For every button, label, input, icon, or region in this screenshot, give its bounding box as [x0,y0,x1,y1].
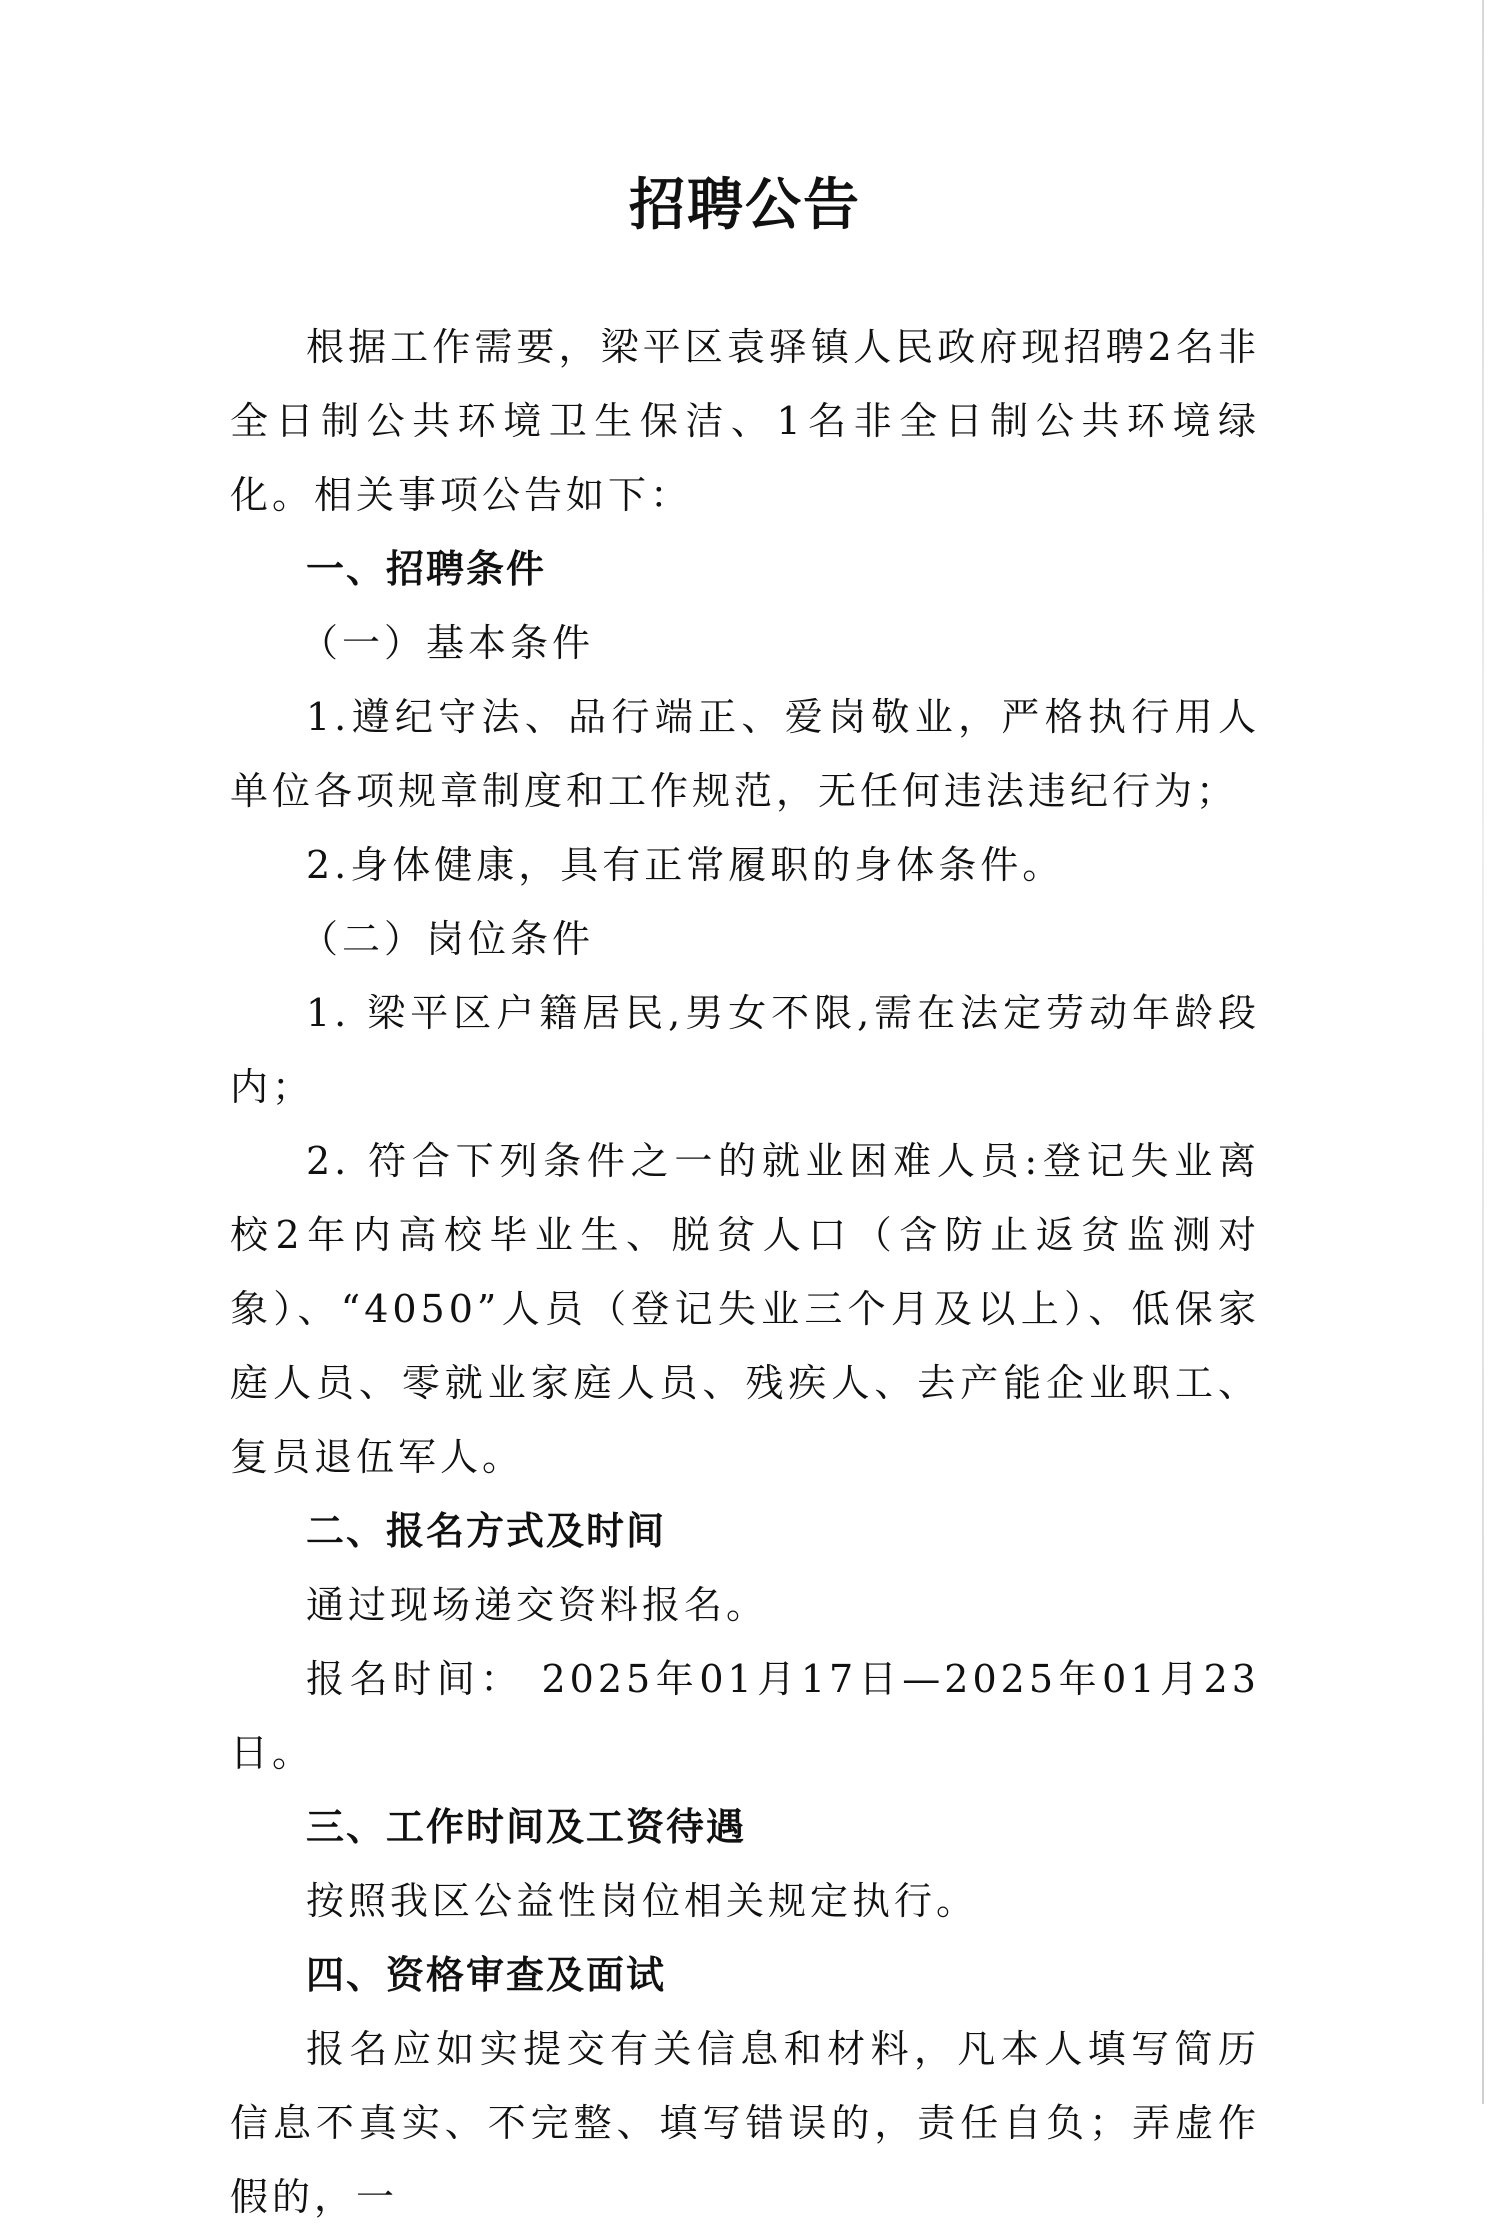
section-heading-recruitment-conditions: 一、招聘条件 [306,547,547,591]
subsection-basic-conditions: （一）基本条件 [300,621,595,665]
section-heading-review-interview: 四、资格审查及面试 [306,1953,667,1997]
subsection-position-conditions: （二）岗位条件 [300,917,595,961]
review-interview-text: 报名应如实提交有关信息和材料，凡本人填写简历信息不真实、不完整、填写错误的，责任自负；弄虚作假的，一 [230,2027,1260,2219]
position-condition-2: 2. 符合下列条件之一的就业困难人员:登记失业离校2年内高校毕业生、脱贫人口（含防止返贫监测对象）、“4050”人员（登记失业三个月及以上）、低保家庭人员、零就业家庭人员、残疾人、去产能企业职工、复员退伍军人。 [230,1139,1260,1479]
registration-method: 通过现场递交资料报名。 [306,1583,769,1627]
section-heading-registration: 二、报名方式及时间 [306,1509,667,1553]
scan-edge-line [1482,0,1484,2104]
document-body [230,310,1260,2234]
basic-condition-1: 1.遵纪守法、品行端正、爱岗敬业，严格执行用人单位各项规章制度和工作规范，无任何违法违纪行为； [230,695,1260,813]
intro-paragraph: 根据工作需要，梁平区袁驿镇人民政府现招聘2名非全日制公共环境卫生保洁、1名非全日制公共环境绿化。相关事项公告如下： [230,325,1260,517]
position-condition-1: 1. 梁平区户籍居民,男女不限,需在法定劳动年龄段内； [230,991,1260,1109]
registration-time: 报名时间： 2025年01月17日—2025年01月23日。 [230,1657,1260,1775]
section-heading-work-and-pay: 三、工作时间及工资待遇 [306,1805,747,1849]
work-and-pay-text: 按照我区公益性岗位相关规定执行。 [306,1879,979,1923]
document-title: 招聘公告 [629,172,861,238]
basic-condition-2: 2.身体健康，具有正常履职的身体条件。 [306,843,1065,887]
